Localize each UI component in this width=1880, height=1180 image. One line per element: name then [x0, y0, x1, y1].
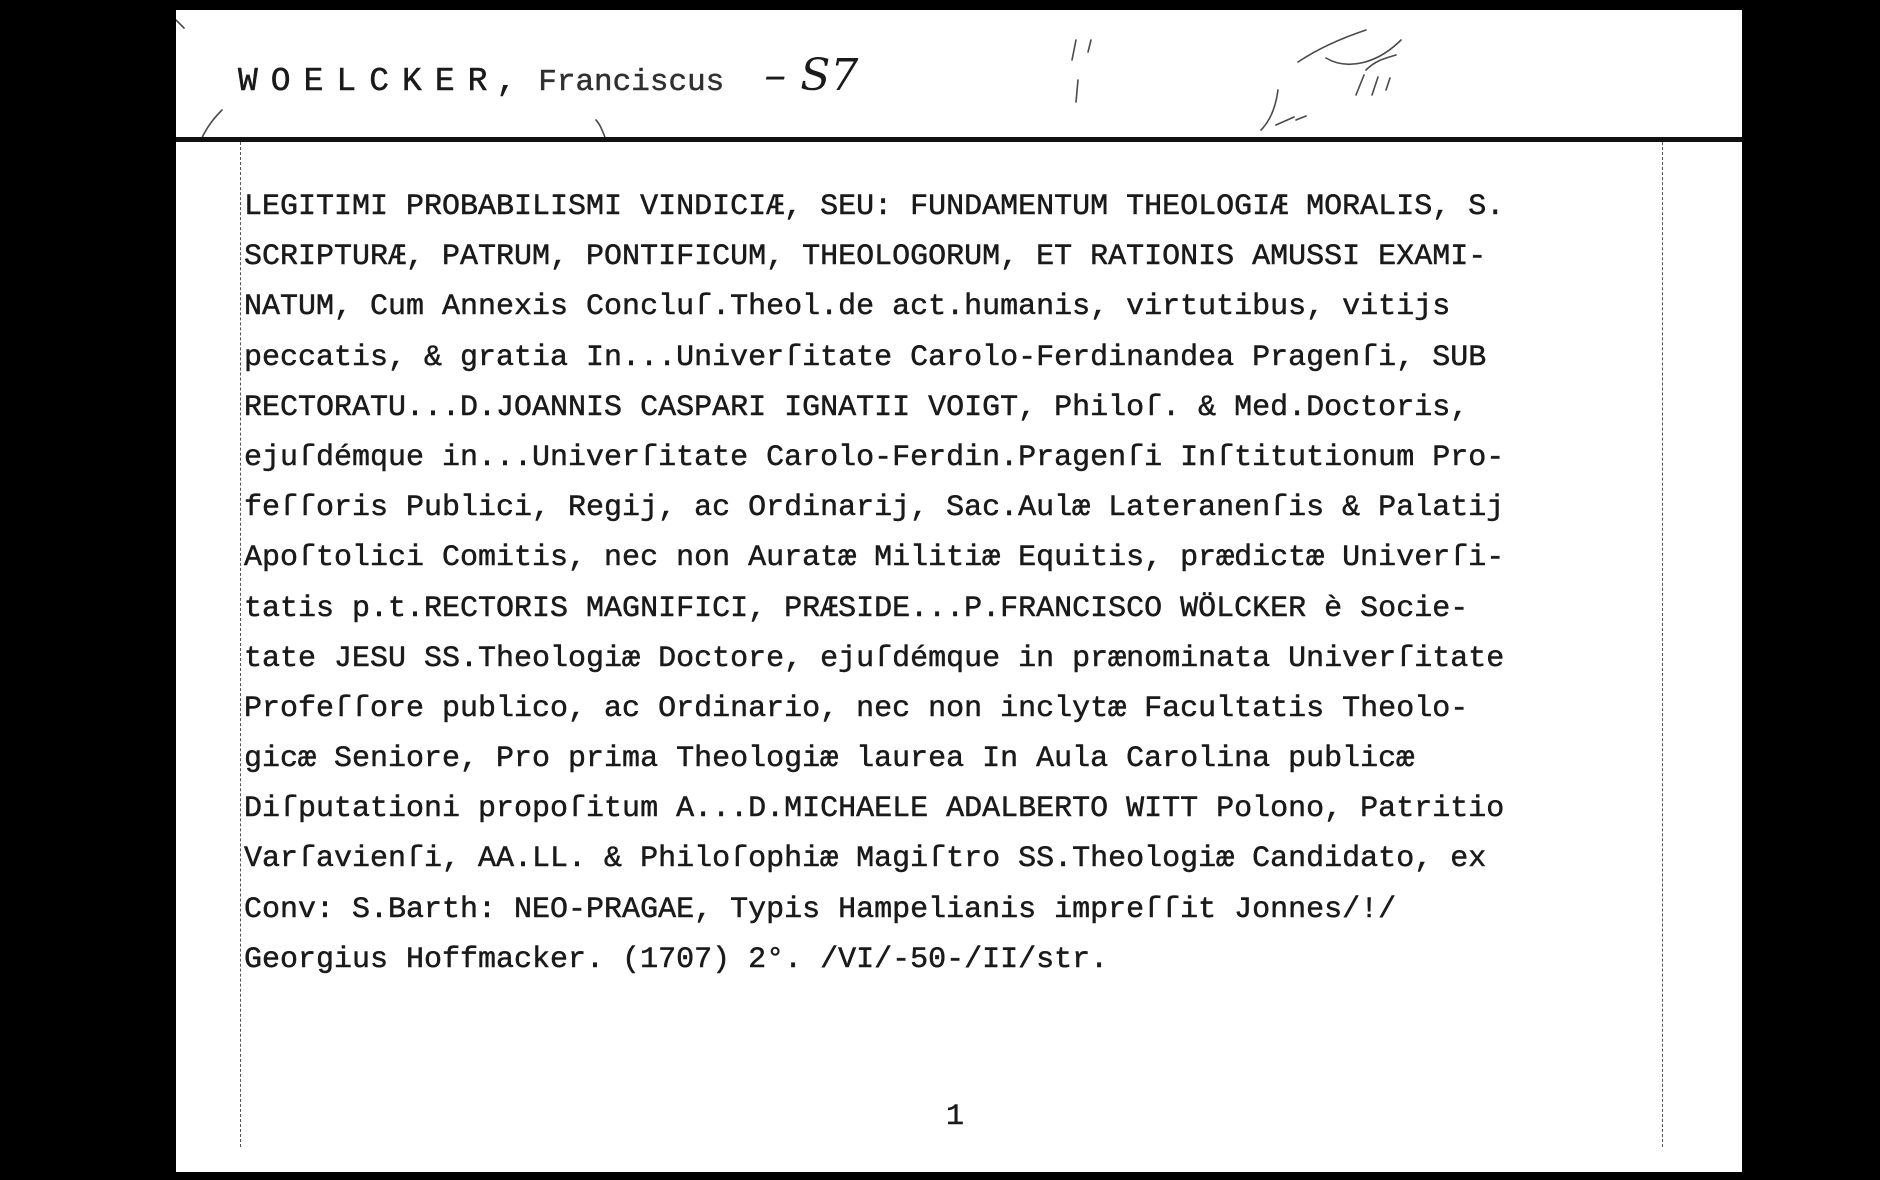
handwritten-shelf-note: – S7: [764, 50, 859, 101]
description-line: Diſputationi propoſitum A...D.MICHAELE ADALBERTO WITT Polono, Patritio: [244, 792, 1505, 827]
description-line: NATUM, Cum Annexis Concluſ.Theol.de act.humanis, virtutibus, vitijs: [244, 290, 1451, 325]
description-line: SCRIPTURÆ, PATRUM, PONTIFICUM, THEOLOGORUM, ET RATIONIS AMUSSI EXAMI-: [244, 240, 1487, 275]
description-line: gicæ Seniore, Pro prima Theologiæ laurea In Aula Carolina publicæ: [244, 742, 1415, 777]
bibliographic-description: [244, 182, 1664, 985]
description-line: tate JESU SS.Theologiæ Doctore, ejuſdémque in prænominata Univerſitate: [244, 641, 1505, 676]
description-line: feſſoris Publici, Regij, ac Ordinarij, Sac.Aulæ Lateranenſis & Palatij: [244, 491, 1505, 526]
description-line: RECTORATU...D.JOANNIS CASPARI IGNATII VOIGT, Philoſ. & Med.Doctoris,: [244, 390, 1469, 425]
left-margin-line: [240, 142, 241, 1147]
card-heading: [238, 50, 858, 110]
header-rule: [176, 137, 1742, 142]
author-surname: WOELCKER: [238, 63, 501, 100]
description-line: Conv: S.Barth: NEO-PRAGAE, Typis Hampelianis impreſſit Jonnes/!/: [244, 892, 1397, 927]
description-line: ejuſdémque in...Univerſitate Carolo-Ferdin.Pragenſi Inſtitutionum Pro-: [244, 440, 1505, 475]
catalog-card: [176, 10, 1742, 1172]
description-line: Apoſtolici Comitis, nec non Auratæ Militiæ Equitis, prædictæ Univerſi-: [244, 541, 1505, 576]
description-line: Georgius Hoffmacker. (1707) 2°. /VI/-50-/II/str.: [244, 942, 1109, 977]
page-number: 1: [946, 1100, 965, 1134]
heading-comma: ,: [496, 63, 517, 100]
author-given-name: Franciscus: [538, 65, 725, 100]
description-line: LEGITIMI PROBABILISMI VINDICIÆ, SEU: FUNDAMENTUM THEOLOGIÆ MORALIS, S.: [244, 190, 1505, 224]
description-line: Varſavienſi, AA.LL. & Philoſophiæ Magiſtro SS.Theologiæ Candidato, ex: [244, 842, 1487, 877]
description-line: tatis p.t.RECTORIS MAGNIFICI, PRÆSIDE...P.FRANCISCO WÖLCKER è Socie-: [244, 591, 1469, 626]
description-line: Profeſſore publico, ac Ordinario, nec non inclytæ Facultatis Theolo-: [244, 691, 1469, 726]
description-line: peccatis, & gratia In...Univerſitate Carolo-Ferdinandea Pragenſi, SUB: [244, 340, 1487, 375]
